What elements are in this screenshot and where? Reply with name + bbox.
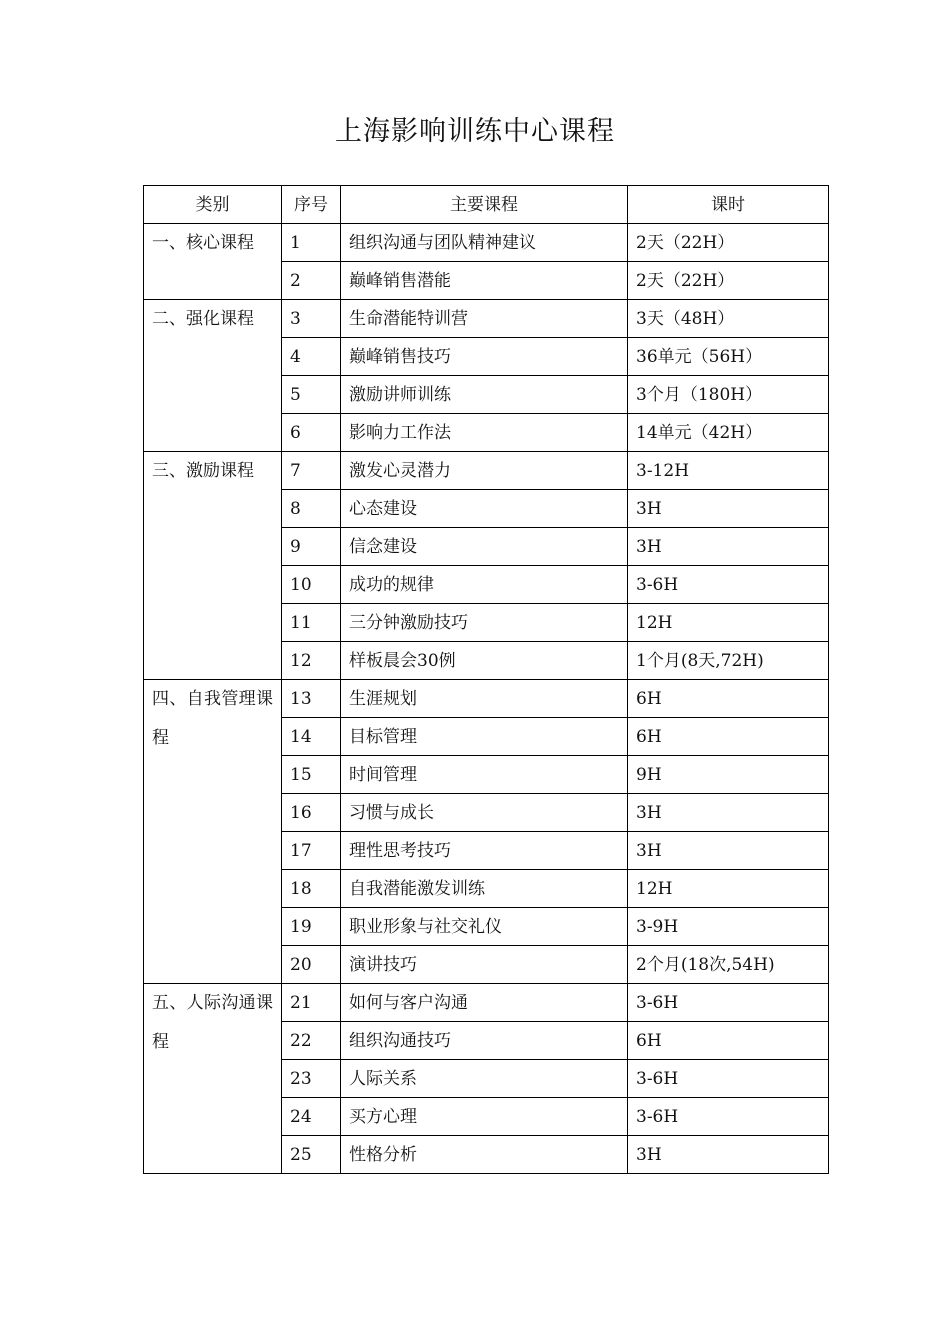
- table-header-row: [144, 186, 829, 224]
- course-cell: 生命潜能特训营: [341, 300, 628, 338]
- course-cell: 时间管理: [341, 756, 628, 794]
- column-header-course: 主要课程: [341, 186, 628, 224]
- course-cell: 生涯规划: [341, 680, 628, 718]
- index-cell: 6: [282, 414, 341, 452]
- course-cell: 激励讲师训练: [341, 376, 628, 414]
- hours-cell: 3-6H: [628, 566, 829, 604]
- course-cell: 职业形象与社交礼仪: [341, 908, 628, 946]
- index-cell: 8: [282, 490, 341, 528]
- course-cell: 如何与客户沟通: [341, 984, 628, 1022]
- hours-cell: 3天（48H）: [628, 300, 829, 338]
- hours-cell: 12H: [628, 604, 829, 642]
- hours-cell: 2天（22H）: [628, 224, 829, 262]
- index-cell: 23: [282, 1060, 341, 1098]
- index-cell: 7: [282, 452, 341, 490]
- course-cell: 三分钟激励技巧: [341, 604, 628, 642]
- table-body: [144, 224, 829, 1174]
- category-cell: 五、人际沟通课程: [144, 984, 282, 1174]
- course-cell: 影响力工作法: [341, 414, 628, 452]
- course-cell: 演讲技巧: [341, 946, 628, 984]
- index-cell: 9: [282, 528, 341, 566]
- hours-cell: 3H: [628, 1136, 829, 1174]
- course-cell: 习惯与成长: [341, 794, 628, 832]
- category-cell: 一、核心课程: [144, 224, 282, 300]
- course-cell: 买方心理: [341, 1098, 628, 1136]
- hours-cell: 3个月（180H）: [628, 376, 829, 414]
- course-cell: 组织沟通技巧: [341, 1022, 628, 1060]
- index-cell: 25: [282, 1136, 341, 1174]
- index-cell: 17: [282, 832, 341, 870]
- table-row: [144, 224, 829, 262]
- course-cell: 自我潜能激发训练: [341, 870, 628, 908]
- hours-cell: 6H: [628, 1022, 829, 1060]
- hours-cell: 3-12H: [628, 452, 829, 490]
- index-cell: 18: [282, 870, 341, 908]
- index-cell: 20: [282, 946, 341, 984]
- course-cell: 性格分析: [341, 1136, 628, 1174]
- category-cell: 四、自我管理课程: [144, 680, 282, 984]
- table-row: [144, 452, 829, 490]
- hours-cell: 2个月(18次,54H): [628, 946, 829, 984]
- hours-cell: 3-9H: [628, 908, 829, 946]
- hours-cell: 36单元（56H）: [628, 338, 829, 376]
- hours-cell: 6H: [628, 718, 829, 756]
- index-cell: 12: [282, 642, 341, 680]
- table-row: [144, 984, 829, 1022]
- index-cell: 16: [282, 794, 341, 832]
- table-row: [144, 680, 829, 718]
- index-cell: 24: [282, 1098, 341, 1136]
- course-cell: 人际关系: [341, 1060, 628, 1098]
- category-cell: 二、强化课程: [144, 300, 282, 452]
- column-header-category: 类别: [144, 186, 282, 224]
- index-cell: 13: [282, 680, 341, 718]
- course-table: [143, 185, 829, 1174]
- hours-cell: 1个月(8天,72H): [628, 642, 829, 680]
- course-cell: 激发心灵潜力: [341, 452, 628, 490]
- hours-cell: 9H: [628, 756, 829, 794]
- hours-cell: 3H: [628, 832, 829, 870]
- index-cell: 5: [282, 376, 341, 414]
- course-cell: 心态建设: [341, 490, 628, 528]
- index-cell: 22: [282, 1022, 341, 1060]
- hours-cell: 2天（22H）: [628, 262, 829, 300]
- hours-cell: 3H: [628, 528, 829, 566]
- index-cell: 1: [282, 224, 341, 262]
- index-cell: 2: [282, 262, 341, 300]
- hours-cell: 3H: [628, 490, 829, 528]
- course-cell: 样板晨会30例: [341, 642, 628, 680]
- course-cell: 信念建设: [341, 528, 628, 566]
- hours-cell: 3-6H: [628, 984, 829, 1022]
- course-cell: 巅峰销售潜能: [341, 262, 628, 300]
- index-cell: 11: [282, 604, 341, 642]
- hours-cell: 6H: [628, 680, 829, 718]
- column-header-index: 序号: [282, 186, 341, 224]
- course-cell: 巅峰销售技巧: [341, 338, 628, 376]
- course-cell: 组织沟通与团队精神建议: [341, 224, 628, 262]
- course-cell: 目标管理: [341, 718, 628, 756]
- course-cell: 成功的规律: [341, 566, 628, 604]
- category-cell: 三、激励课程: [144, 452, 282, 680]
- table-row: [144, 300, 829, 338]
- index-cell: 21: [282, 984, 341, 1022]
- index-cell: 3: [282, 300, 341, 338]
- page-title: 上海影响训练中心课程: [335, 116, 615, 147]
- hours-cell: 14单元（42H）: [628, 414, 829, 452]
- index-cell: 14: [282, 718, 341, 756]
- index-cell: 10: [282, 566, 341, 604]
- hours-cell: 3-6H: [628, 1098, 829, 1136]
- index-cell: 15: [282, 756, 341, 794]
- course-cell: 理性思考技巧: [341, 832, 628, 870]
- hours-cell: 3H: [628, 794, 829, 832]
- column-header-hours: 课时: [628, 186, 829, 224]
- hours-cell: 12H: [628, 870, 829, 908]
- index-cell: 19: [282, 908, 341, 946]
- hours-cell: 3-6H: [628, 1060, 829, 1098]
- index-cell: 4: [282, 338, 341, 376]
